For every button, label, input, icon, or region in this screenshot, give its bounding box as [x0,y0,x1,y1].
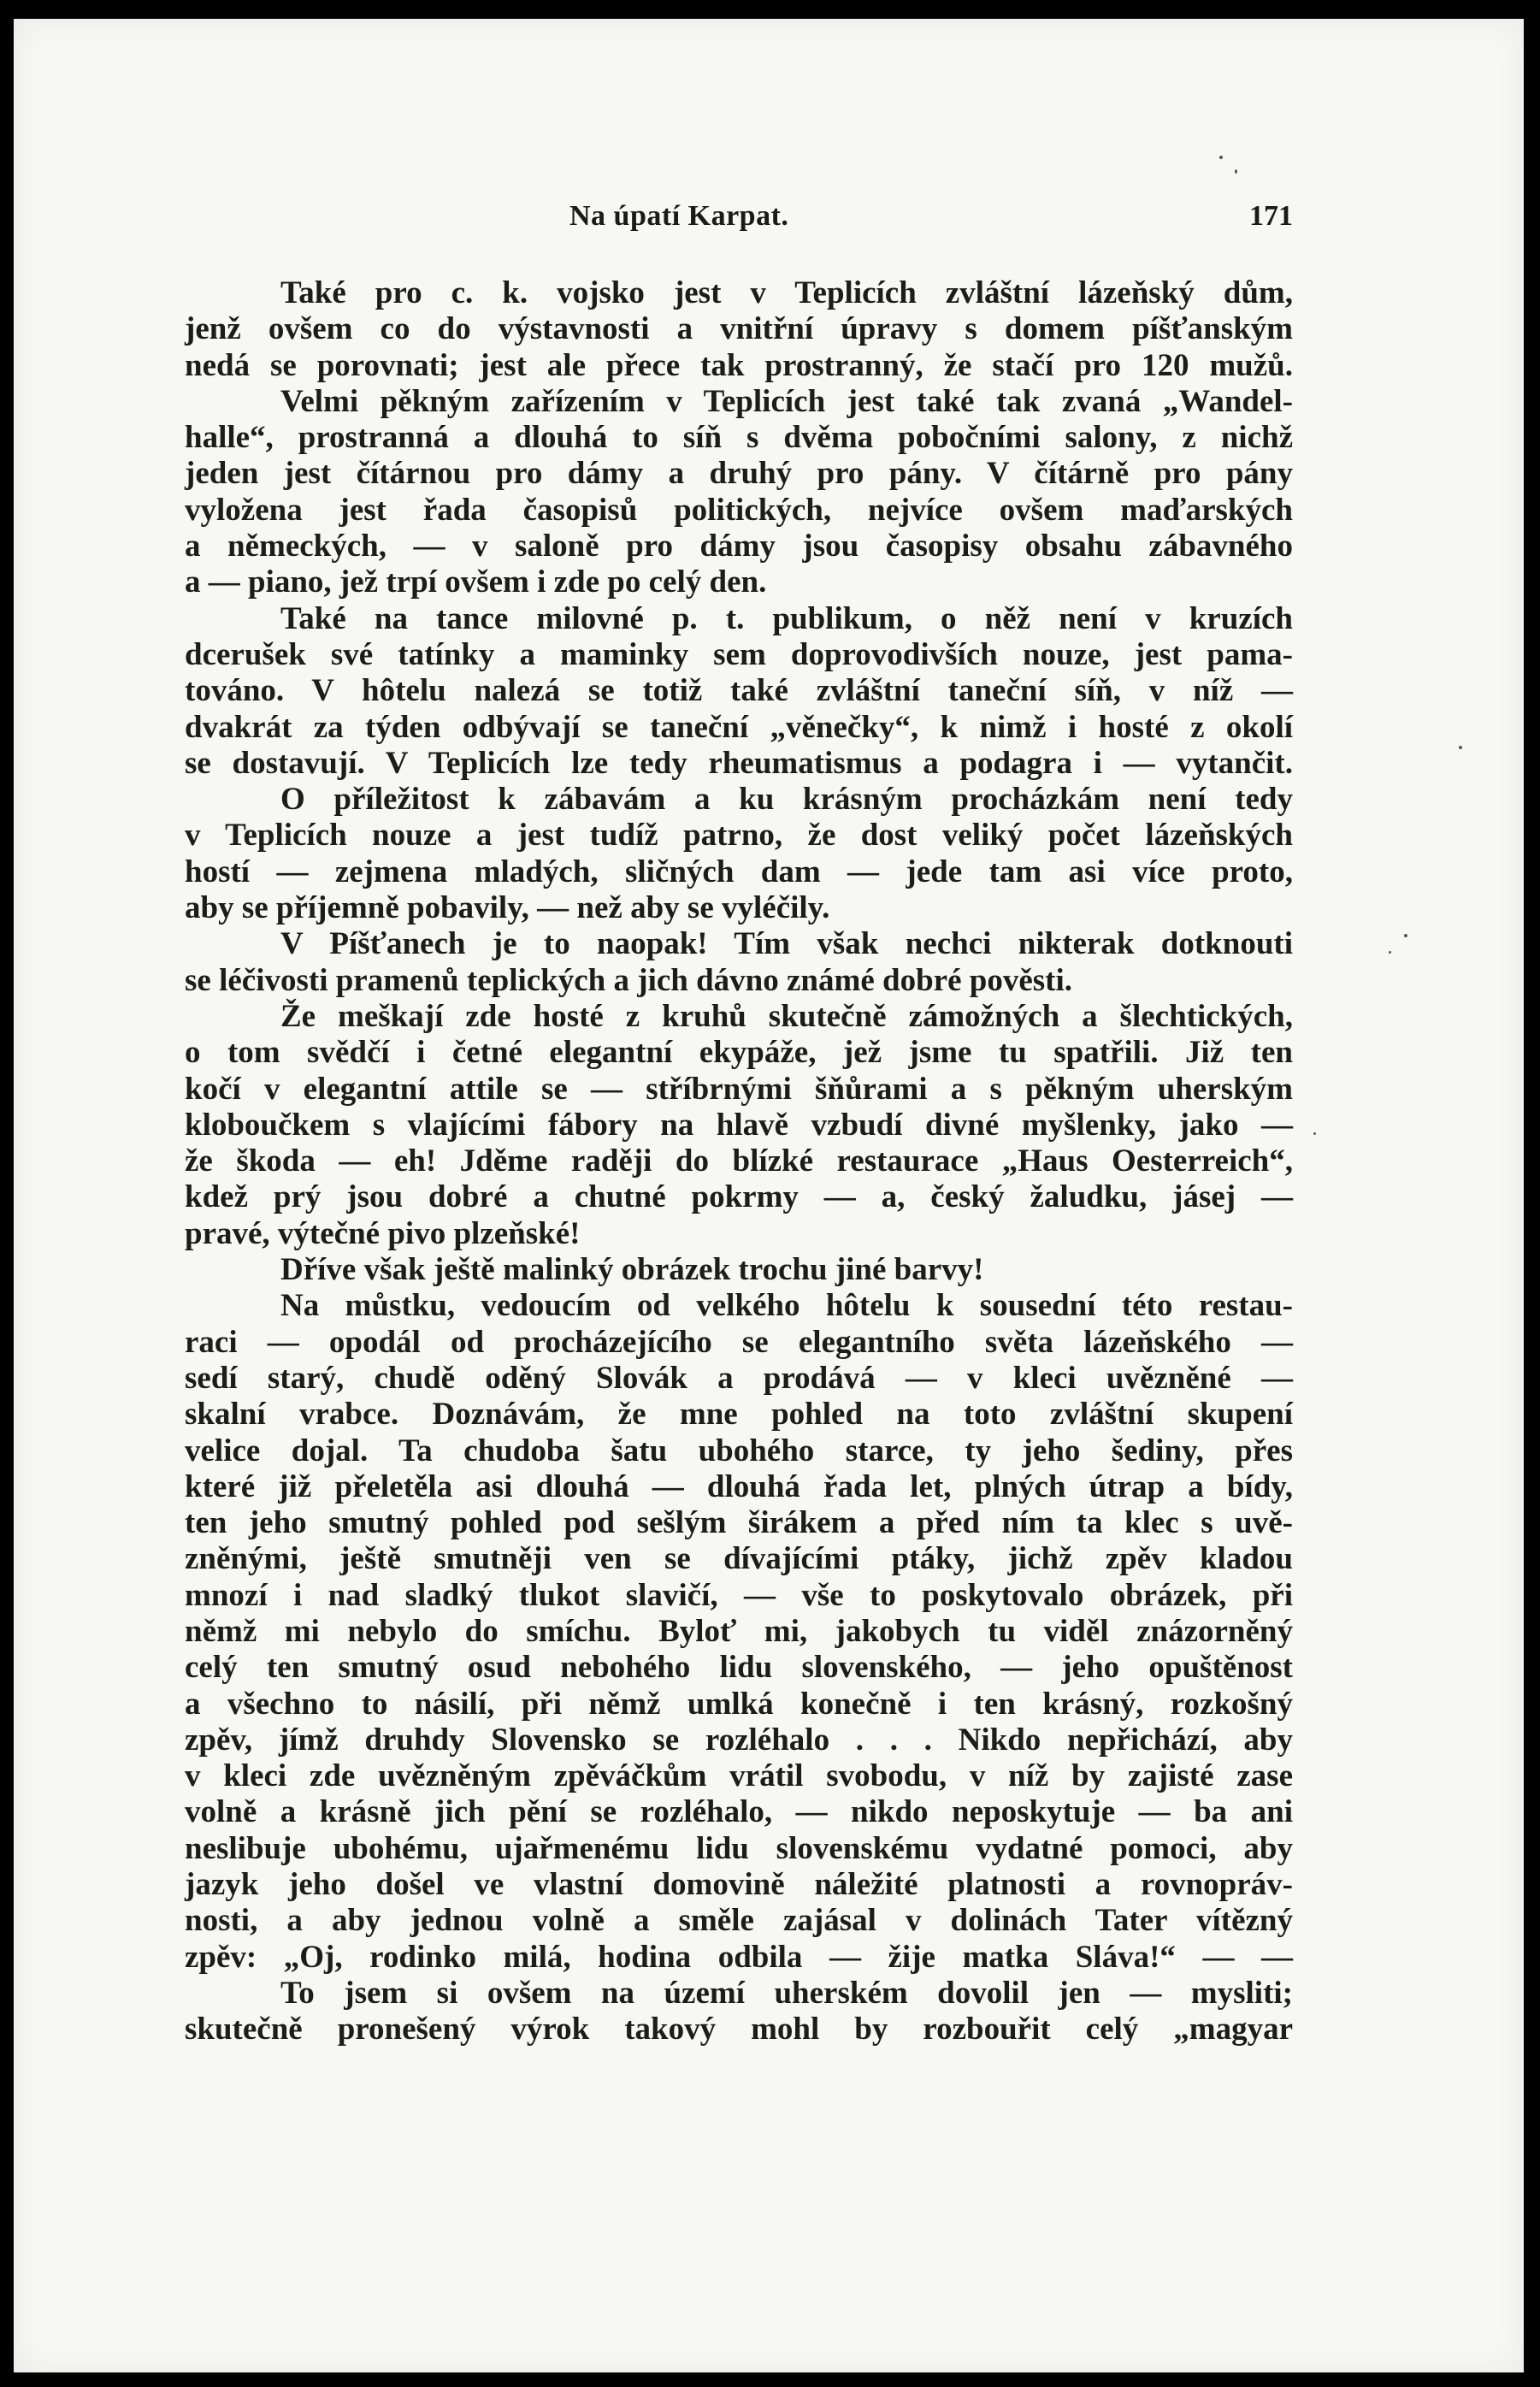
text-line: nedá se porovnati; jest ale přece tak prostranný, že stačí pro 120 mužů. [185,347,1293,383]
text-line: velice dojal. Ta chudoba šatu ubohého starce, ty jeho šediny, přes [185,1433,1293,1468]
running-header [185,192,1293,243]
text-line: o tom svědčí i četné elegantní ekypáže, jež jsme tu spatřili. Již ten [185,1035,1293,1071]
text-line: Dříve však ještě malinký obrázek trochu jiné barvy! [280,1252,984,1288]
book-page [14,19,1524,2372]
body-text [185,275,1293,2048]
text-line: se léčivosti pramenů teplických a jich dávno známé dobré pověsti. [185,962,1073,998]
text-line: zpěv: „Oj, rodinko milá, hodina odbila — žije matka Sláva!“ — — [185,1939,1293,1975]
page-number: 171 [1249,200,1293,232]
text-line: O příležitost k zábavám a ku krásným procházkám není tedy [280,782,1293,818]
running-title: Na úpatí Karpat. [569,200,789,232]
text-line: a všechno to násilí, při němž umlká konečně i ten krásný, rozkošný [185,1686,1293,1722]
text-line: V Píšťanech je to naopak! Tím však nechci nikterak dotknouti [280,926,1293,962]
text-line: sedí starý, chudě oděný Slovák a prodává — v kleci uvězněné — [185,1360,1293,1396]
text-line: které již přeletěla asi dlouhá — dlouhá řada let, plných útrap a bídy, [185,1468,1293,1504]
text-line: v kleci zde uvězněným zpěváčkům vrátil svobodu, v níž by zajisté zase [185,1758,1293,1794]
text-line: se dostavují. V Teplicích lze tedy rheumatismus a podagra i — vytančit. [185,745,1293,781]
text-line: pravé, výtečné pivo plzeňské! [185,1215,581,1251]
text-line: a německých, — v saloně pro dámy jsou časopisy obsahu zábavného [185,529,1293,564]
text-line: To jsem si ovšem na území uherském dovolil jen — mysliti; [280,1975,1293,2011]
text-line: Velmi pěkným zařízením v Teplicích jest také tak zvaná „Wandel- [280,383,1293,419]
text-line: skalní vrabce. Doznávám, že mne pohled na toto zvláštní skupení [185,1397,1293,1433]
text-line: skutečně pronešený výrok takový mohl by rozbouřit celý „magyar [185,2012,1293,2047]
text-line: dvakrát za týden odbývají se taneční „věnečky“, k nimž i hosté z okolí [185,709,1293,745]
text-line: Také na tance milovné p. t. publikum, o něž není v kruzích [280,600,1293,636]
text-line: raci — opodál od procházejícího se elegantního světa lázeňského — [185,1324,1293,1360]
text-line: aby se příjemně pobavily, — než aby se vyléčily. [185,890,830,926]
text-line: Na můstku, vedoucím od velkého hôtelu k sousední této restau- [280,1288,1293,1324]
text-line: továno. V hôtelu nalezá se totiž také zvláštní taneční síň, v níž — [185,673,1293,709]
print-speck [1389,951,1391,954]
text-line: Že meškají zde hosté z kruhů skutečně zámožných a šlechtických, [280,998,1293,1034]
text-line: že škoda — eh! Jděme raději do blízké restaurace „Haus Oesterreich“, [185,1143,1293,1179]
print-speck [1404,934,1407,937]
text-line: zněnými, ještě smutněji ven se dívajícími ptáky, jichž zpěv kladou [185,1541,1293,1577]
text-line: halle“, prostranná a dlouhá to síň s dvěma pobočními salony, z nichž [185,420,1293,456]
text-line: a — piano, jež trpí ovšem i zde po celý den. [185,564,767,600]
text-line: nosti, a aby jednou volně a směle zajásal v dolinách Tater vítězný [185,1903,1293,1939]
text-line: Také pro c. k. vojsko jest v Teplicích zvláštní lázeňský dům, [280,275,1293,310]
text-line: němž mi nebylo do smíchu. Byloť mi, jakobych tu viděl znázorněný [185,1613,1293,1649]
text-line: mnozí i nad sladký tlukot slavičí, — vše to poskytovalo obrázek, při [185,1577,1293,1613]
text-line: v Teplicích nouze a jest tudíž patrno, že dost veliký počet lázeňských [185,818,1293,854]
print-speck [1313,1132,1316,1135]
print-speck [1235,169,1237,174]
text-line: celý ten smutný osud nebohého lidu slovenského, — jeho opuštěnost [185,1650,1293,1686]
text-line: kloboučkem s vlajícími fábory na hlavě vzbudí divné myšlenky, jako — [185,1107,1293,1143]
text-line: jenž ovšem co do výstavnosti a vnitřní úpravy s domem píšťanským [185,311,1293,347]
text-line: jazyk jeho došel ve vlastní domovině náležité platnosti a rovnopráv- [185,1867,1293,1903]
text-line: jeden jest čítárnou pro dámy a druhý pro pány. V čítárně pro pány [185,456,1293,492]
text-line: volně a krásně jich pění se rozléhalo, — nikdo neposkytuje — ba ani [185,1794,1293,1830]
print-speck [1219,156,1223,159]
print-speck [1459,746,1462,749]
text-line: kdež prý jsou dobré a chutné pokrmy — a, český žaludku, jásej — [185,1179,1293,1215]
text-line: vyložena jest řada časopisů politických, nejvíce ovšem maďarských [185,492,1293,528]
text-line: dcerušek své tatínky a maminky sem doprovodivších nouze, jest pama- [185,636,1293,672]
text-line: hostí — zejmena mladých, sličných dam — jede tam asi více proto, [185,854,1293,889]
text-line: zpěv, jímž druhdy Slovensko se rozléhalo . . . Nikdo nepřichází, aby [185,1722,1293,1758]
text-line: kočí v elegantní attile se — stříbrnými šňůrami a s pěkným uherským [185,1071,1293,1107]
text-line: neslibuje ubohému, ujařmenému lidu slovenskému vydatné pomoci, aby [185,1830,1293,1866]
text-line: ten jeho smutný pohled pod sešlým širákem a před ním ta klec s uvě- [185,1505,1293,1541]
